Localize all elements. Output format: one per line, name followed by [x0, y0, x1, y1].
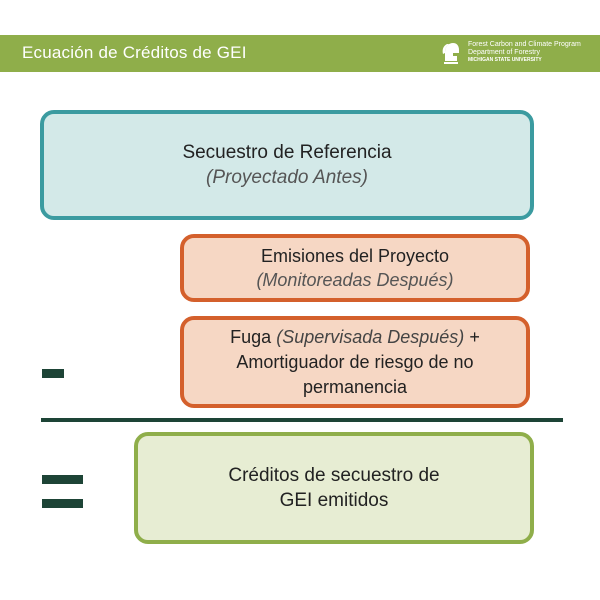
emissions-subtitle: (Monitoreadas Después) [256, 270, 454, 290]
buffer-line-cont: permanencia [302, 376, 408, 397]
reference-subtitle: (Proyectado Antes) [206, 167, 368, 188]
equals-sign-top-bar [42, 475, 83, 484]
credits-line-2: GEI emitidos [279, 490, 389, 511]
reference-title: Secuestro de Referencia [182, 142, 392, 163]
buffer-line: Amortiguador de riesgo de no [236, 351, 474, 372]
equals-sign-bottom-bar [42, 499, 83, 508]
credits-line-1: Créditos de secuestro de [228, 465, 440, 486]
minus-sign [42, 369, 64, 378]
page-title: Ecuación de Créditos de GEI [22, 43, 247, 62]
credits-issued-box [134, 432, 534, 544]
leakage-title: Fuga [230, 326, 272, 347]
equation-divider [41, 418, 563, 422]
leakage-buffer-box [180, 316, 530, 408]
spartan-helmet-icon [441, 41, 461, 65]
reference-sequestration-box [40, 110, 534, 220]
logo-line-university: MICHIGAN STATE UNIVERSITY [468, 57, 542, 63]
header-bar [0, 35, 600, 72]
leakage-subtitle: (Supervisada Después) [276, 326, 465, 347]
project-emissions-box [180, 234, 530, 302]
logo-line-program: Forest Carbon and Climate Program [468, 41, 581, 48]
plus-sign: + [469, 326, 480, 347]
emissions-title: Emisiones del Proyecto [260, 246, 450, 266]
logo-line-department: Department of Forestry [468, 49, 540, 56]
msu-forestry-logo [441, 40, 591, 68]
